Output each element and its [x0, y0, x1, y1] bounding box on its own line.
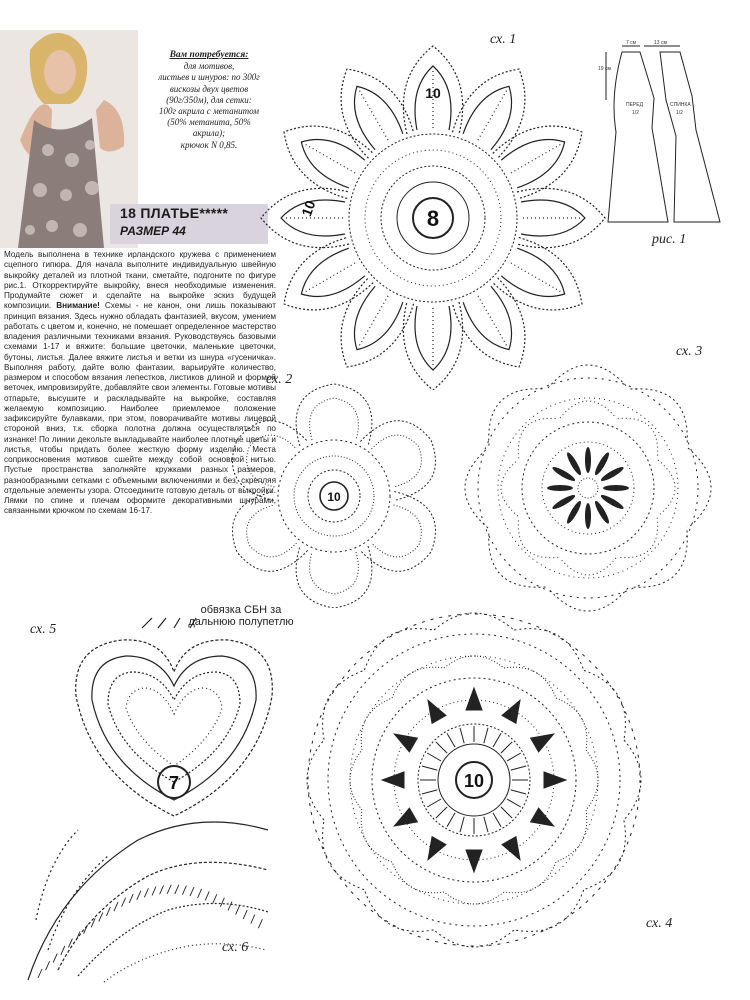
petal [517, 188, 605, 247]
scallop [474, 615, 592, 739]
petal-inner [237, 426, 298, 489]
spoke [585, 447, 591, 473]
fan-motif [502, 837, 527, 864]
spoke [565, 499, 583, 525]
sx5-label: сх. 5 [30, 622, 57, 637]
petal-outline [403, 302, 462, 390]
stitch-tick [175, 885, 179, 894]
petal-outline [261, 188, 349, 247]
stitch-spoke [484, 728, 488, 743]
scallop-arc [688, 448, 711, 528]
materials-heading: Вам потребуется: [169, 50, 249, 60]
fan-motif [531, 727, 558, 752]
stitch-spoke [507, 753, 521, 761]
scallop-arc [618, 518, 670, 570]
fan-motif [421, 837, 446, 864]
petal-inner [237, 503, 298, 566]
front-fraction: 1/2 [632, 110, 639, 116]
stitch-tick [137, 891, 141, 900]
stitch-spoke [447, 733, 455, 747]
stitch-tick [167, 885, 171, 894]
scallop-arc [584, 662, 639, 740]
sx2-label: сх. 2 [266, 372, 293, 387]
petal-outline [321, 276, 416, 382]
stitch-spoke [484, 817, 488, 832]
stitch-tick [258, 919, 262, 928]
fan-motif [421, 696, 446, 723]
materials-line: 100г акрила с метанитом [158, 106, 260, 117]
scallop [356, 615, 474, 739]
stitch-tick [251, 915, 255, 924]
stitch-tick [198, 889, 202, 898]
scallop [515, 662, 639, 780]
scallop [434, 613, 514, 710]
petal [261, 188, 349, 247]
petal-outline [222, 488, 310, 585]
petal-inner [370, 426, 431, 489]
stitch-spoke [436, 742, 447, 753]
stitch-tick [106, 907, 110, 916]
scallop [309, 780, 433, 898]
materials-block [150, 50, 268, 151]
materials-line: для мотивов, [183, 61, 235, 72]
materials-line: (90г/350м), для сетки: [166, 94, 252, 105]
stitch-spoke [511, 790, 526, 794]
spoke [593, 499, 611, 525]
back-fraction: 1/2 [676, 110, 683, 116]
spoke [603, 485, 629, 491]
materials-line: (50% метанита, 50% акрила); [167, 117, 251, 139]
spoke [593, 451, 611, 477]
stitch-spoke [447, 813, 455, 827]
scallop-arc [504, 658, 562, 698]
front-label: ПЕРЕД [626, 102, 643, 108]
stitch-spoke [427, 799, 441, 807]
scallop-arc [356, 615, 434, 670]
diagram-sx2-flower [222, 378, 462, 608]
scallop-arc [507, 407, 559, 459]
petal [296, 384, 372, 446]
scallop [356, 821, 474, 945]
petal-inner [310, 552, 359, 594]
stitch-spoke [427, 753, 441, 761]
scallop [307, 740, 404, 820]
petal-outline [321, 54, 416, 160]
materials-line: листьев и шнуров: по 300г [158, 72, 260, 83]
stitch-tick [38, 969, 42, 978]
petal-outline [449, 54, 544, 160]
scallop [473, 509, 567, 603]
scallop [609, 373, 703, 467]
scallop-arc [501, 460, 518, 516]
petal-inner [292, 126, 365, 189]
stitch-tick [114, 902, 118, 911]
instructions-part1: Модель выполнена в технике ирландского кружева с применением сцепного гипюра. Для начала выполните индивидуальную швейную выкройку деталей из плотной ткани, сметайте, подгоните по фигуре рис.1. Откорректируйте выкройку, внеся необходимые изменения. Продумайте сюжет и сделайте на выкройке эскиз будущей композиции. [4, 250, 276, 311]
sx1-petal-number: 10 [298, 198, 319, 219]
scallop [515, 780, 639, 898]
stitch-tick [205, 891, 209, 900]
sx5-center-number: 7 [168, 773, 180, 793]
scallop-arc [618, 407, 670, 459]
scallop-arc [556, 692, 596, 750]
scallop-arc [465, 448, 488, 528]
fig1-label: рис. 1 [652, 232, 687, 247]
fan-motif [466, 688, 482, 710]
scallop [609, 509, 703, 603]
stitch-tick [160, 885, 164, 894]
scallop-arc [560, 558, 616, 575]
petal-inner [500, 126, 573, 189]
fan-motif [390, 727, 417, 752]
stitch-tick [243, 910, 247, 919]
fan-motif [382, 772, 404, 788]
scallop-arc [386, 658, 444, 698]
petal [491, 106, 597, 201]
stitch-spoke [436, 807, 447, 818]
scallop [658, 448, 711, 528]
stitch-tick [213, 894, 217, 903]
petal-inner [370, 503, 431, 566]
scallop-arc [352, 692, 392, 750]
stitch-spoke [422, 766, 437, 770]
scallop-arc [434, 613, 514, 630]
scallop-arc [556, 810, 596, 868]
spoke [585, 503, 591, 529]
scallop [474, 821, 592, 945]
materials-line: крючок N 0,85. [180, 139, 238, 150]
spoke [551, 465, 577, 483]
warning-label: Внимание! [56, 301, 100, 311]
petal-inner [341, 77, 404, 150]
scallop-arc [307, 740, 324, 820]
scallop [544, 740, 641, 820]
stitch-tick [220, 898, 224, 907]
diagram-sx5-heart [62, 616, 288, 826]
sx1-petal-number: 10 [425, 85, 441, 101]
sx2-center-number: 10 [327, 490, 341, 504]
stitch-spoke [422, 790, 437, 794]
petal-outline [491, 234, 597, 329]
dim-side: 19 см [598, 66, 611, 72]
stitch-spoke [493, 813, 501, 827]
stitch-tick [84, 925, 88, 934]
dim-top-left: 7 см [626, 40, 637, 46]
petal [269, 234, 375, 329]
stitch-spoke [501, 807, 512, 818]
spoke [599, 465, 625, 483]
petal [403, 302, 462, 390]
scallop [548, 365, 628, 418]
petal-outline [296, 546, 372, 608]
stitch-tick [53, 954, 57, 963]
fan-motif [531, 808, 558, 833]
petal-outline [296, 384, 372, 446]
fan-motif [544, 772, 566, 788]
scallop-arc [507, 518, 559, 570]
scallop-arc [586, 750, 598, 810]
scallop-arc [473, 530, 546, 603]
petal-inner [461, 77, 524, 150]
scallop [465, 448, 518, 528]
instructions-part2: Схемы - не канон, они лишь показывают принцип вязания. Здесь нужно обладать фантазией, вкусом, умением работать с цветом и, конечно, не помешает определенное мастерство владения различными техниками вязания. Руководствуясь базовыми схемами 1-17 и вяжите: большие цветочки, маленькие цветочки, бутоны, листья. Далее вяжите листья и ветки из шнура «гусеничка». Выполняя работу, дайте волю фантазии, варьируйте количество, размером и способом вязания лепестков, листиков длиной и формой веточек, импровизируйте, добавляйте свои элементы. Готовые мотивы отпарьте, высушите и раскладывайте на выкройке, составляя желаемую композицию. Наиболее приемлемое положение зафиксируйте булавками, при этом, поворачивайте мотивы лицевой стороной вниз, т.к. сборка полотна должна осуществляться по изнанке! По линии декольте выкладывайте наиболее плотные цветы и листья, чтобы придать более жесткую форму изделию. Места соприкосновения мотивов сшейте между собой основной нитью. Пустые пространства заполняйте кружками разных размеров, разнообразными сетками с объемными включениями и без, скрепляя отдельные элементы узора. Отсоедините готовую деталь от выкройки. Лямки по спине и плечам оформите декоративными шнурами, связанными крючком по схемам 16-17. [4, 301, 276, 516]
petal [296, 546, 372, 608]
page-title: 18 ПЛАТЬЕ***** [120, 205, 229, 221]
stitch-spoke [460, 817, 464, 832]
petal [321, 276, 416, 382]
scallop [434, 850, 514, 947]
sx1-label: сх. 1 [490, 32, 517, 47]
scallop-arc [630, 530, 703, 603]
scallop-arc [309, 662, 364, 740]
scallop-arc [352, 810, 392, 868]
petal [269, 106, 375, 201]
scallop-arc [658, 460, 675, 516]
spoke [551, 493, 577, 511]
stitch-tick [99, 912, 103, 921]
spoke [547, 485, 573, 491]
petal-outline [491, 106, 597, 201]
stitch-spoke [511, 766, 526, 770]
diagram-sx4-medallion [286, 600, 676, 965]
stitch-spoke [507, 799, 521, 807]
petal-outline [517, 188, 605, 247]
scallop-arc [386, 862, 444, 902]
dim-top-right: 13 см [654, 40, 667, 46]
sx4-center-number: 10 [463, 771, 485, 791]
materials-line: вискозы двух цветов [169, 83, 249, 94]
petal-inner [500, 246, 573, 309]
petal [491, 234, 597, 329]
scallop-arc [630, 373, 703, 446]
size-label: РАЗМЕР 44 [120, 224, 186, 238]
stitch-tick [228, 902, 232, 911]
stitch-spoke [493, 733, 501, 747]
petal [321, 54, 416, 160]
stitch-tick [122, 898, 126, 907]
petal-outline [269, 234, 375, 329]
scallop [473, 373, 567, 467]
diagram-sx1-flower [255, 30, 625, 390]
stitch-tick [236, 906, 240, 915]
stitch-tick [46, 961, 50, 970]
sx3-label: сх. 3 [676, 344, 703, 359]
edging-note: обвязка СБН за дальнюю полупетлю [188, 604, 294, 628]
scallop-arc [514, 615, 592, 670]
scallop-arc [514, 890, 592, 945]
stitch-tick [144, 888, 148, 897]
scallop [309, 662, 433, 780]
sx4-label: сх. 4 [646, 916, 673, 931]
stitch-tick [182, 886, 186, 895]
stitch-tick [129, 894, 133, 903]
petal [449, 54, 544, 160]
scallop-arc [548, 365, 628, 388]
fan-motif [502, 696, 527, 723]
stitch-tick [190, 887, 194, 896]
petal-inner [292, 246, 365, 309]
fan-motif [390, 808, 417, 833]
petal [222, 488, 310, 585]
petal-inner [310, 398, 359, 440]
scallop-arc [309, 820, 364, 898]
scallop-arc [356, 890, 434, 945]
petal-outline [269, 106, 375, 201]
back-label: СПИНКА [670, 102, 691, 108]
petal-inner [341, 285, 404, 358]
stitch-tick [61, 946, 65, 955]
sx1-center-number: 8 [426, 206, 440, 231]
diagram-sx6-leaf [18, 800, 288, 990]
scallop-arc [624, 740, 641, 820]
fan-motif [466, 850, 482, 872]
sx6-label: сх. 6 [222, 940, 249, 955]
spoke [565, 451, 583, 477]
stitch-spoke [460, 728, 464, 743]
scallop-arc [473, 373, 546, 446]
scallop-arc [434, 930, 514, 947]
scallop-arc [560, 401, 616, 418]
stitch-tick [152, 887, 156, 896]
scallop-arc [504, 862, 562, 902]
scallop-arc [584, 820, 639, 898]
stitch-spoke [501, 742, 512, 753]
diagram-sx3-medallion [458, 348, 724, 628]
spoke [599, 493, 625, 511]
